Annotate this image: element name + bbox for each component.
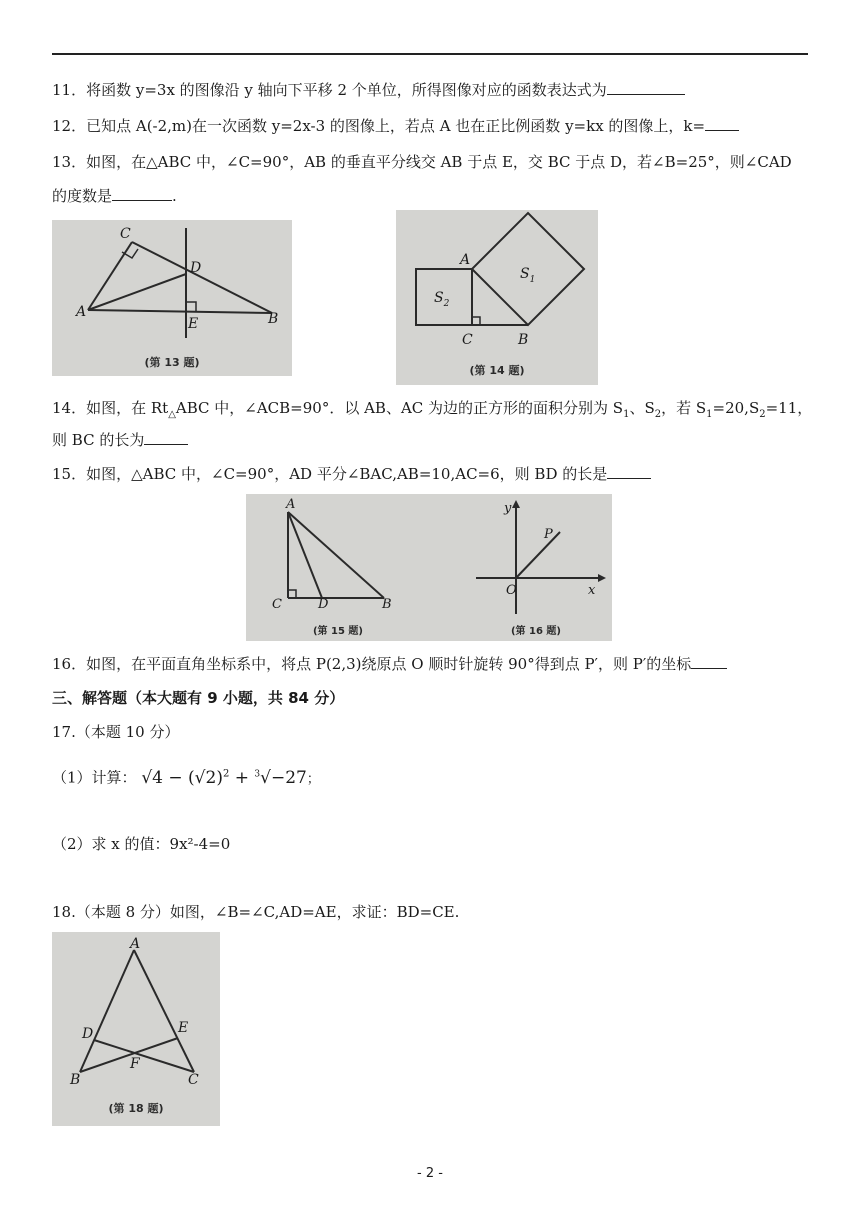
fig14-label-s2: $S_2$ — [434, 290, 450, 309]
q17-expression — [141, 768, 320, 788]
fig16-label-p: P — [544, 527, 553, 542]
fig18-label-c: C — [188, 1072, 199, 1088]
question-13-text: 13．如图，在△ABC 中，∠C=90°，AB 的垂直平分线交 AB 于点 E，交 BC 于点 D，若∠B=25°，则∠CAD — [52, 153, 792, 171]
q17-sqrt4: √4 — [141, 767, 163, 788]
fig14-square-s2 — [416, 269, 472, 325]
question-14-text-2: 则 BC 的长为 — [52, 431, 145, 449]
q14-end: =11， — [765, 399, 813, 417]
question-13-text-2: 的度数是 — [52, 187, 113, 205]
question-13-line1 — [52, 152, 812, 172]
question-17-title-text: 17.（本题 10 分） — [52, 723, 180, 741]
figure-13 — [52, 220, 292, 376]
fig18-segment-ac — [134, 950, 194, 1072]
question-14-line1 — [52, 398, 812, 425]
figure-13-diagram — [52, 220, 292, 376]
question-16-text: 16．如图，在平面直角坐标系中，将点 P(2,3)绕原点 O 顺时针旋转 90°得到点 P′，则 P′的坐标 — [52, 655, 692, 673]
answer-blank-13[interactable] — [112, 186, 172, 201]
fig13-label-b: B — [268, 311, 279, 327]
fig16-label-y: y — [504, 501, 512, 516]
fig18-label-e: E — [178, 1020, 189, 1036]
question-14-line2 — [52, 430, 812, 450]
fig13-label-c: C — [120, 226, 131, 242]
answer-blank-16[interactable] — [691, 654, 727, 669]
figure-14 — [396, 210, 598, 385]
question-17-part2 — [52, 834, 812, 854]
sub-s2b: 2 — [759, 409, 766, 420]
figure-15-16-diagram — [246, 494, 612, 641]
q17-square: 2 — [222, 768, 230, 779]
section-3-text: 三、解答题（本大题有 9 小题，共 84 分） — [52, 689, 345, 707]
fig15-label-c: C — [272, 597, 282, 612]
fig14-caption: (第 14 题) — [469, 364, 525, 377]
fig15-label-d: D — [318, 597, 329, 612]
fig18-segment-cd — [94, 1040, 194, 1072]
fig16-ray-op — [516, 532, 560, 578]
question-16 — [52, 654, 812, 674]
question-12-text: 12．已知点 A(-2,m)在一次函数 y=2x-3 的图像上，若点 A 也在正比例函数 y=kx 的图像上，k= — [52, 117, 706, 135]
fig16-y-arrow-icon — [512, 500, 520, 508]
fig13-segment-ac — [88, 242, 132, 310]
fig15-segment-ad — [288, 512, 322, 598]
question-13-period: . — [172, 187, 177, 205]
page-number: - 2 - — [417, 1166, 443, 1181]
q17-plus: + — [229, 767, 255, 788]
question-14-triangle-sub: △ — [168, 409, 176, 420]
question-18 — [52, 902, 812, 922]
question-15 — [52, 464, 812, 484]
q17-part1-label: （1）计算： — [52, 768, 137, 787]
fig15-right-angle-c — [288, 590, 296, 598]
q14-mid3: =20,S — [712, 399, 760, 417]
fig15-segment-ab — [288, 512, 384, 598]
fig18-label-d: D — [82, 1026, 94, 1042]
fig14-label-a: A — [460, 252, 471, 268]
fig15-label-b: B — [382, 597, 392, 612]
question-12 — [52, 116, 812, 136]
fig16-x-arrow-icon — [598, 574, 606, 582]
sub-s1b: 1 — [706, 409, 713, 420]
question-11-text: 11．将函数 y=3x 的图像沿 y 轴向下平移 2 个单位，所得图像对应的函数表达式为 — [52, 81, 607, 99]
fig14-label-b: B — [518, 332, 529, 348]
fig13-right-angle-c — [122, 249, 138, 258]
figure-18-diagram — [52, 932, 220, 1126]
answer-blank-15[interactable] — [607, 464, 651, 479]
fig13-label-e: E — [188, 316, 199, 332]
answer-blank-14[interactable] — [144, 430, 188, 445]
fig18-label-b: B — [70, 1072, 81, 1088]
figure-15-16 — [246, 494, 612, 641]
fig16-label-x: x — [588, 583, 596, 598]
fig18-label-a: A — [130, 936, 141, 952]
fig13-label-a: A — [76, 304, 87, 320]
question-18-text: 18.（本题 8 分）如图，∠B=∠C,AD=AE，求证：BD=CE. — [52, 903, 460, 921]
fig18-segment-ab — [80, 950, 134, 1072]
fig14-label-c: C — [462, 332, 473, 348]
figure-14-diagram — [396, 210, 598, 385]
sub-s2: 2 — [654, 409, 662, 420]
fig18-segment-be — [80, 1038, 178, 1072]
question-14-text-a: 14．如图，在 Rt — [52, 399, 169, 417]
figure-18 — [52, 932, 220, 1126]
fig13-caption: (第 13 题) — [144, 356, 200, 369]
fig13-segment-ab — [88, 310, 272, 313]
fig15-label-a: A — [286, 497, 296, 512]
q14-mid2: ，若 S — [661, 399, 707, 417]
sub-s1: 1 — [623, 409, 630, 420]
fig16-label-o: O — [506, 583, 517, 598]
fig14-label-s1: $S_1$ — [520, 266, 536, 285]
fig13-segment-ad — [88, 274, 186, 310]
fig15-caption: (第 15 题) — [312, 626, 364, 637]
question-11 — [52, 80, 812, 100]
fig13-segment-cb — [132, 242, 272, 313]
fig13-right-angle-e — [186, 302, 196, 312]
q17-part2-text: （2）求 x 的值：9x²-4=0 — [52, 835, 231, 853]
q17-minus: − — [162, 767, 189, 788]
section-3-heading — [52, 688, 812, 708]
question-14-text-b: ABC 中，∠ACB=90°．以 AB、AC 为边的正方形的面积分别为 S — [175, 399, 624, 417]
fig13-label-d: D — [190, 260, 202, 276]
question-17-title — [52, 722, 812, 742]
q17-cbrt: √−27 — [260, 767, 307, 788]
question-17-part1 — [52, 764, 812, 790]
fig14-right-angle-c — [472, 317, 480, 325]
answer-blank-11[interactable] — [607, 80, 685, 95]
q17-cube-index: 3 — [254, 769, 261, 779]
header-rule — [52, 53, 808, 55]
question-13-line2 — [52, 186, 812, 206]
q17-semicolon: ； — [306, 771, 320, 787]
q17-sqrt2: (√2) — [188, 767, 223, 788]
q14-mid1: 、S — [629, 399, 655, 417]
question-15-text: 15．如图，△ABC 中，∠C=90°，AD 平分∠BAC,AB=10,AC=6，则 BD 的长是 — [52, 465, 608, 483]
answer-blank-12[interactable] — [705, 116, 739, 131]
fig18-label-f: F — [130, 1056, 140, 1072]
fig18-caption: (第 18 题) — [108, 1102, 164, 1115]
fig16-caption: (第 16 题) — [510, 626, 562, 637]
